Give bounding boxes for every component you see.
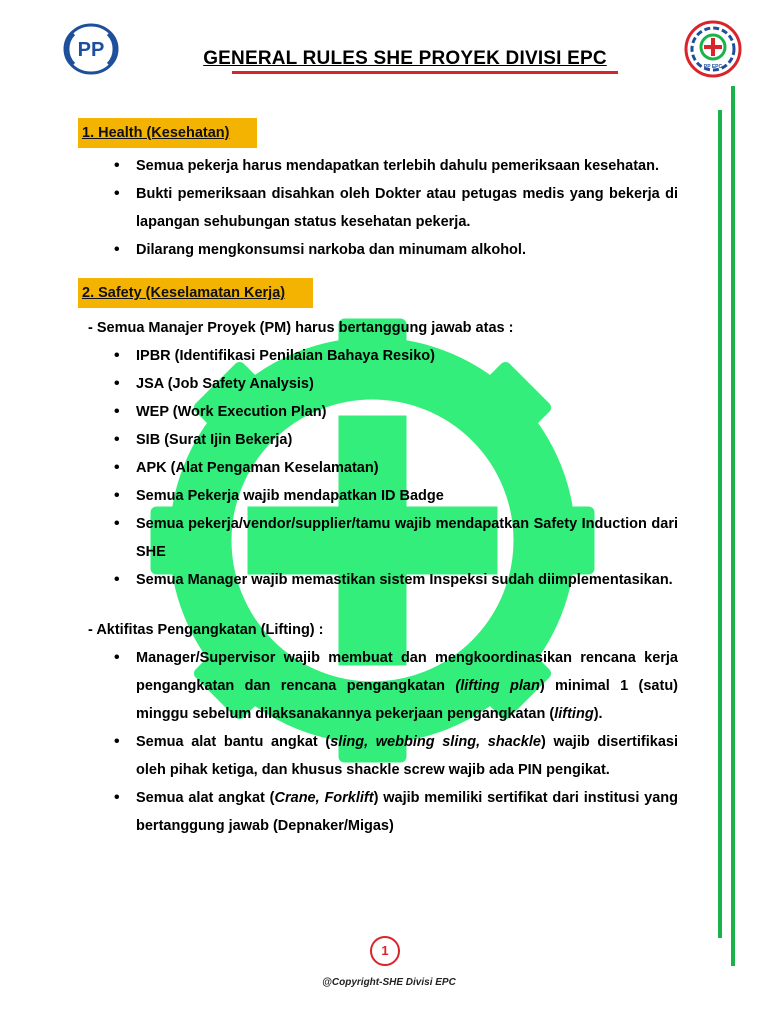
copyright-footer: @Copyright-SHE Divisi EPC (322, 977, 456, 988)
list-item: • IPBR (Identifikasi Penilaian Bahaya Resiko) (110, 342, 678, 370)
text-run: Manager/Supervisor wajib membuat dan mengkoordinasikan rencana kerja pengangkatan dan rencana pengangkatan (136, 650, 678, 694)
italic-run: Crane, Forklift (274, 790, 374, 806)
text-run: Semua alat bantu angkat ( (136, 734, 331, 750)
list-item (110, 728, 678, 784)
text-run: ) minimal 1 (satu) minggu sebelum dilaksanakannya pekerjaan pengangkatan ( (136, 678, 679, 722)
list-item: • Semua Pekerja wajib mendapatkan ID Badge (110, 482, 678, 510)
section-heading-safety: 2. Safety (Keselamatan Kerja) (78, 278, 313, 308)
text-run: Semua alat angkat ( (136, 790, 275, 806)
health-list (110, 152, 678, 264)
pp-logo-text: PP (77, 39, 105, 61)
text-run: ) wajib disertifikasi oleh pihak ketiga, dan khusus shackle screw wajib ada PIN pengikat. (136, 734, 678, 778)
list-item: • Dilarang mengkonsumsi narkoba dan minumam alkohol. (110, 236, 678, 264)
she-badge-icon (684, 20, 742, 78)
green-border-line (731, 86, 735, 966)
italic-run: lifting (554, 706, 594, 722)
she-badge-text: PP EPC (703, 64, 723, 70)
list-item: • WEP (Work Execution Plan) (110, 398, 678, 426)
list-item (110, 644, 678, 728)
lifting-list (110, 644, 678, 840)
green-border-line (718, 110, 722, 938)
page-number: 1 (370, 936, 400, 966)
list-item: • Semua pekerja/vendor/supplier/tamu wajib mendapatkan Safety Induction dari SHE (110, 510, 678, 566)
italic-run: (lifting plan (455, 678, 540, 694)
list-item: • APK (Alat Pengaman Keselamatan) (110, 454, 678, 482)
safety-list (110, 342, 678, 594)
page-title: GENERAL RULES SHE PROYEK DIVISI EPC (203, 48, 607, 69)
text-run: ). (593, 706, 603, 722)
list-item: • Semua pekerja harus mendapatkan terlebih dahulu pemeriksaan kesehatan. (110, 152, 678, 180)
list-item: • Bukti pemeriksaan disahkan oleh Dokter atau petugas medis yang bekerja di lapangan sehubungan status kesehatan pekerja. (110, 180, 678, 236)
list-item: • JSA (Job Safety Analysis) (110, 370, 678, 398)
text-run: ) wajib memiliki sertifikat dari institusi yang bertanggung jawab (Depnaker/Migas) (136, 790, 679, 834)
list-item: • SIB (Surat Ijin Bekerja) (110, 426, 678, 454)
section-heading-health: 1. Health (Kesehatan) (78, 118, 257, 148)
list-item (110, 784, 678, 840)
pm-responsibility-intro: - Semua Manajer Proyek (PM) harus bertanggung jawab atas : (88, 320, 514, 336)
italic-run: sling, webbing sling, shackle (330, 734, 541, 750)
list-item: • Semua Manager wajib memastikan sistem Inspeksi sudah diimplementasikan. (110, 566, 678, 594)
title-underline (232, 71, 618, 74)
lifting-intro: - Aktifitas Pengangkatan (Lifting) : (88, 622, 324, 638)
document-body (82, 118, 679, 840)
